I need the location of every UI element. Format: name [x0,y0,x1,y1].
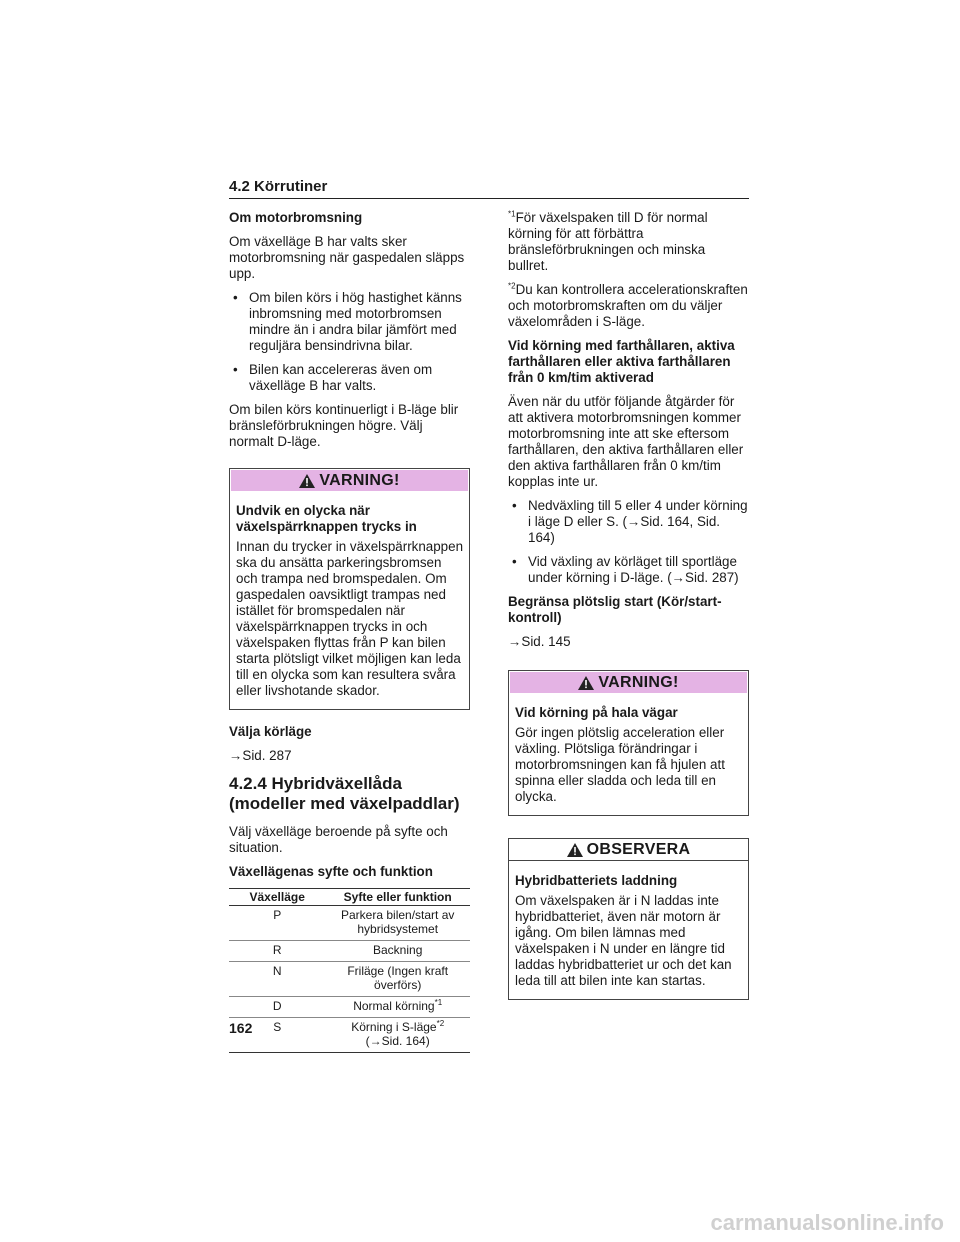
list-item: • Bilen kan accelereras även om växelläge B har valts. [229,362,470,394]
select-mode-ref[interactable]: →Sid. 287 [229,748,292,763]
footnote-1: $^{*1}$För växelspaken till D för normal körning för att förbättra bränsleförbrukningen och minska bullret. [508,209,708,273]
table-title: Växellägenas syfte och funktion [229,864,433,879]
notice-header [509,839,748,861]
gear-cell: D [229,997,325,1018]
function-cell: Friläge (Ingen kraft överförs) [325,962,470,997]
list-item: • Nedväxling till 5 eller 4 under körning i läge D eller S. (→Sid. 164, Sid. 164) [508,498,749,546]
engine-brake-title: Om motorbromsning [229,210,363,225]
gear-cell: R [229,941,325,962]
left-column [229,210,470,1053]
function-cell: Backning [325,941,470,962]
warning-triangle-icon [299,474,315,488]
warning-body: Innan du trycker in växelspärrknappen ska du ansätta parkeringsbromsen och trampa ned bromspedalen. Om gaspedalen oavsiktligt trampas ned istället för bromspedalen när växelspärrknappen trycks in och växelspaken flyttas från P kan bilen starta plötsligt vilket möjligen kan leda till en olycka som kan resultera svåra eller livshotande skador. [236,539,464,698]
warning-label: VARNING! [319,471,400,489]
warning-label: VARNING! [598,673,679,691]
footnote-2: $^{*2}$Du kan kontrollera accelerationskraften och motorbromskraften om du väljer växelområden i S-läge. [508,281,748,329]
table-header-gear: Växelläge [229,889,325,906]
notice-label: OBSERVERA [586,840,691,858]
sudden-start-ref[interactable]: →Sid. 145 [508,634,571,649]
table-row [229,941,470,962]
warning-box [229,468,470,710]
warning-header [510,672,747,693]
section-header: 4.2 Körrutiner [229,178,749,199]
cruise-title: Vid körning med farthållaren, aktiva farthållaren eller aktiva farthållaren från 0 km/tim aktiverad [508,338,735,385]
section-heading: 4.2.4 Hybridväxellåda (modeller med växelpaddlar) [229,774,460,813]
table-row [229,962,470,997]
notice-triangle-icon [567,843,583,857]
table-header-function: Syfte eller funktion [325,889,470,906]
gear-table [229,888,470,1053]
list-item: • Om bilen körs i hög hastighet känns inbromsning med motorbromsen mindre än i andra bilar jämfört med reguljära bensindrivna bilar. [229,290,470,354]
warning-body: Gör ingen plötslig acceleration eller växling. Plötsliga förändringar i motorbromsningen kan få hjulen att spinna eller sladda och leda till en olycka. [515,725,725,804]
table-row [229,906,470,941]
table-row [229,1018,470,1053]
page-number: 162 [229,1020,253,1036]
notice-title: Hybridbatteriets laddning [515,873,678,888]
function-cell: Parkera bilen/start av hybridsystemet [325,906,470,941]
gear-cell: S [229,1018,325,1053]
right-column [508,210,749,1014]
warning-title: Undvik en olycka när växelspärrknappen trycks in [236,503,417,534]
cruise-body: Även när du utför följande åtgärder för att aktivera motorbromsningen kommer motorbromsning inte att ske eftersom farthållaren, den aktiva farthållaren eller den aktiva farthållaren från 0 km/tim kopplas inte ur. [508,394,744,489]
warning-title: Vid körning på hala vägar [515,705,678,720]
watermark: carmanualsonline.info [710,1210,944,1235]
engine-brake-intro: Om växelläge B har valts sker motorbromsning när gaspedalen släpps upp. [229,234,465,281]
warning-triangle-icon [578,676,594,690]
notice-body: Om växelspaken är i N laddas inte hybridbatteriet, även när motorn är igång. Om bilen lämnas med växelspaken i N under en längre tid laddas hybridbatteriet ur och det kan leda till att bilen inte kan startas. [515,893,732,988]
gear-cell: P [229,906,325,941]
gear-cell: N [229,962,325,997]
notice-box [508,838,749,1000]
function-cell: Körning i S-läge$^{*2}$ (→Sid. 164) [325,1018,470,1053]
page-ref[interactable]: (→Sid. 164) [365,1034,430,1048]
footnote-mark: *2 [436,1019,445,1028]
warning-header [231,470,468,491]
select-mode-title: Välja körläge [229,724,312,739]
list-item: • Vid växling av körläget till sportläge under körning i D-läge. (→Sid. 287) [508,554,749,586]
heading-intro: Välj växelläge beroende på syfte och situation. [229,824,448,855]
function-cell: Normal körning$^{*1}$ [325,997,470,1018]
sudden-start-title: Begränsa plötslig start (Kör/start-kontroll) [508,594,722,625]
engine-brake-note: Om bilen körs kontinuerligt i B-läge blir bränsleförbrukningen högre. Välj normalt D-läge. [229,402,459,449]
warning-box [508,670,749,816]
table-row [229,997,470,1018]
footnote-mark: *1 [434,998,443,1007]
